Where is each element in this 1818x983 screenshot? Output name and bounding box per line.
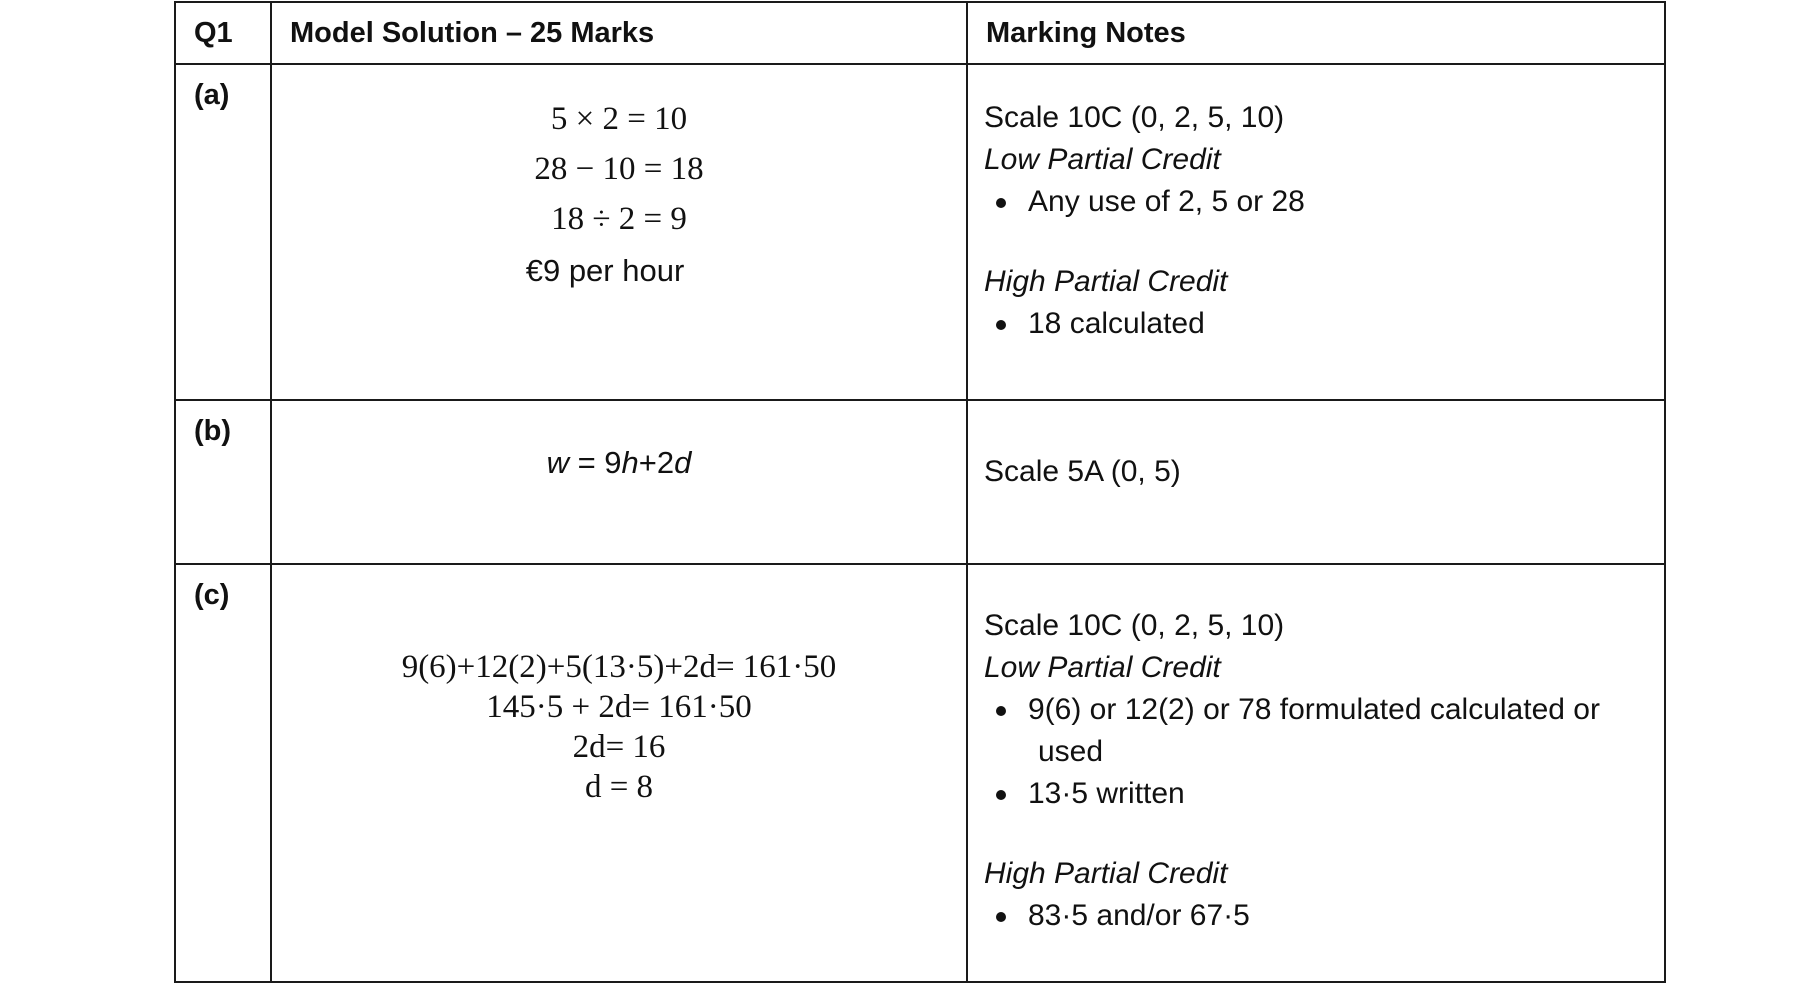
marking-scheme-table [174,1,1666,983]
part-b-label-cell [175,400,271,564]
list-item: 13·5 written [984,773,1648,815]
part-c-solution-line: 2d= 16 [572,729,666,765]
part-a-solution-line: 18 ÷ 2 = 9 [551,201,687,237]
bullet-icon [996,320,1006,330]
part-b-solution-formula: w = 9h+2d [546,445,692,480]
part-c-solution-cell [271,564,967,982]
part-b-notes-cell [967,400,1665,564]
question-number-header: Q1 [175,2,271,64]
part-c-label: (c) [194,579,230,611]
part-a-label: (a) [194,79,230,111]
part-a-high-credit-heading: High Partial Credit [984,265,1228,298]
bullet-icon [996,912,1006,922]
part-c-solution-line: 9(6)+12(2)+5(13·5)+2d= 161·50 [401,649,837,685]
part-a-solution-line: 5 × 2 = 10 [550,101,688,137]
part-a-label-cell [175,64,271,400]
part-c-low-credit-list [984,689,1648,815]
part-a-row [175,64,1665,400]
bullet-icon [996,790,1006,800]
part-c-notes-cell [967,564,1665,982]
list-item: 83·5 and/or 67·5 [984,895,1648,937]
part-c-scale: Scale 10C (0, 2, 5, 10) [984,609,1285,642]
table-header-row [175,2,1665,64]
bullet-icon [996,198,1006,208]
list-item: Any use of 2, 5 or 28 [984,181,1648,223]
part-a-notes-cell [967,64,1665,400]
part-a-low-credit-list [984,181,1648,223]
list-item: 9(6) or 12(2) or 78 formulated calculated or [984,689,1648,731]
part-a-solution-line: 28 − 10 = 18 [534,151,704,187]
part-a-solution-answer: €9 per hour [525,253,685,288]
list-item-continuation: used [1038,735,1104,768]
part-b-row [175,400,1665,564]
part-b-solution-cell [271,400,967,564]
model-solution-header: Model Solution – 25 Marks [271,2,967,64]
part-c-high-credit-list [984,895,1648,937]
part-c-solution-line: 145·5 + 2d= 161·50 [486,689,752,725]
bullet-icon [996,706,1006,716]
part-c-row [175,564,1665,982]
part-c-high-credit-heading: High Partial Credit [984,857,1228,890]
part-c-low-credit-heading: Low Partial Credit [984,651,1221,684]
part-b-label: (b) [194,415,232,447]
part-c-solution-line: d = 8 [584,769,654,805]
part-a-high-credit-list [984,303,1648,345]
part-b-scale: Scale 5A (0, 5) [984,455,1181,488]
part-a-solution-cell [271,64,967,400]
part-c-label-cell [175,564,271,982]
part-a-low-credit-heading: Low Partial Credit [984,143,1221,176]
list-item: 18 calculated [984,303,1648,345]
part-a-scale: Scale 10C (0, 2, 5, 10) [984,101,1285,134]
marking-notes-header: Marking Notes [967,2,1665,64]
